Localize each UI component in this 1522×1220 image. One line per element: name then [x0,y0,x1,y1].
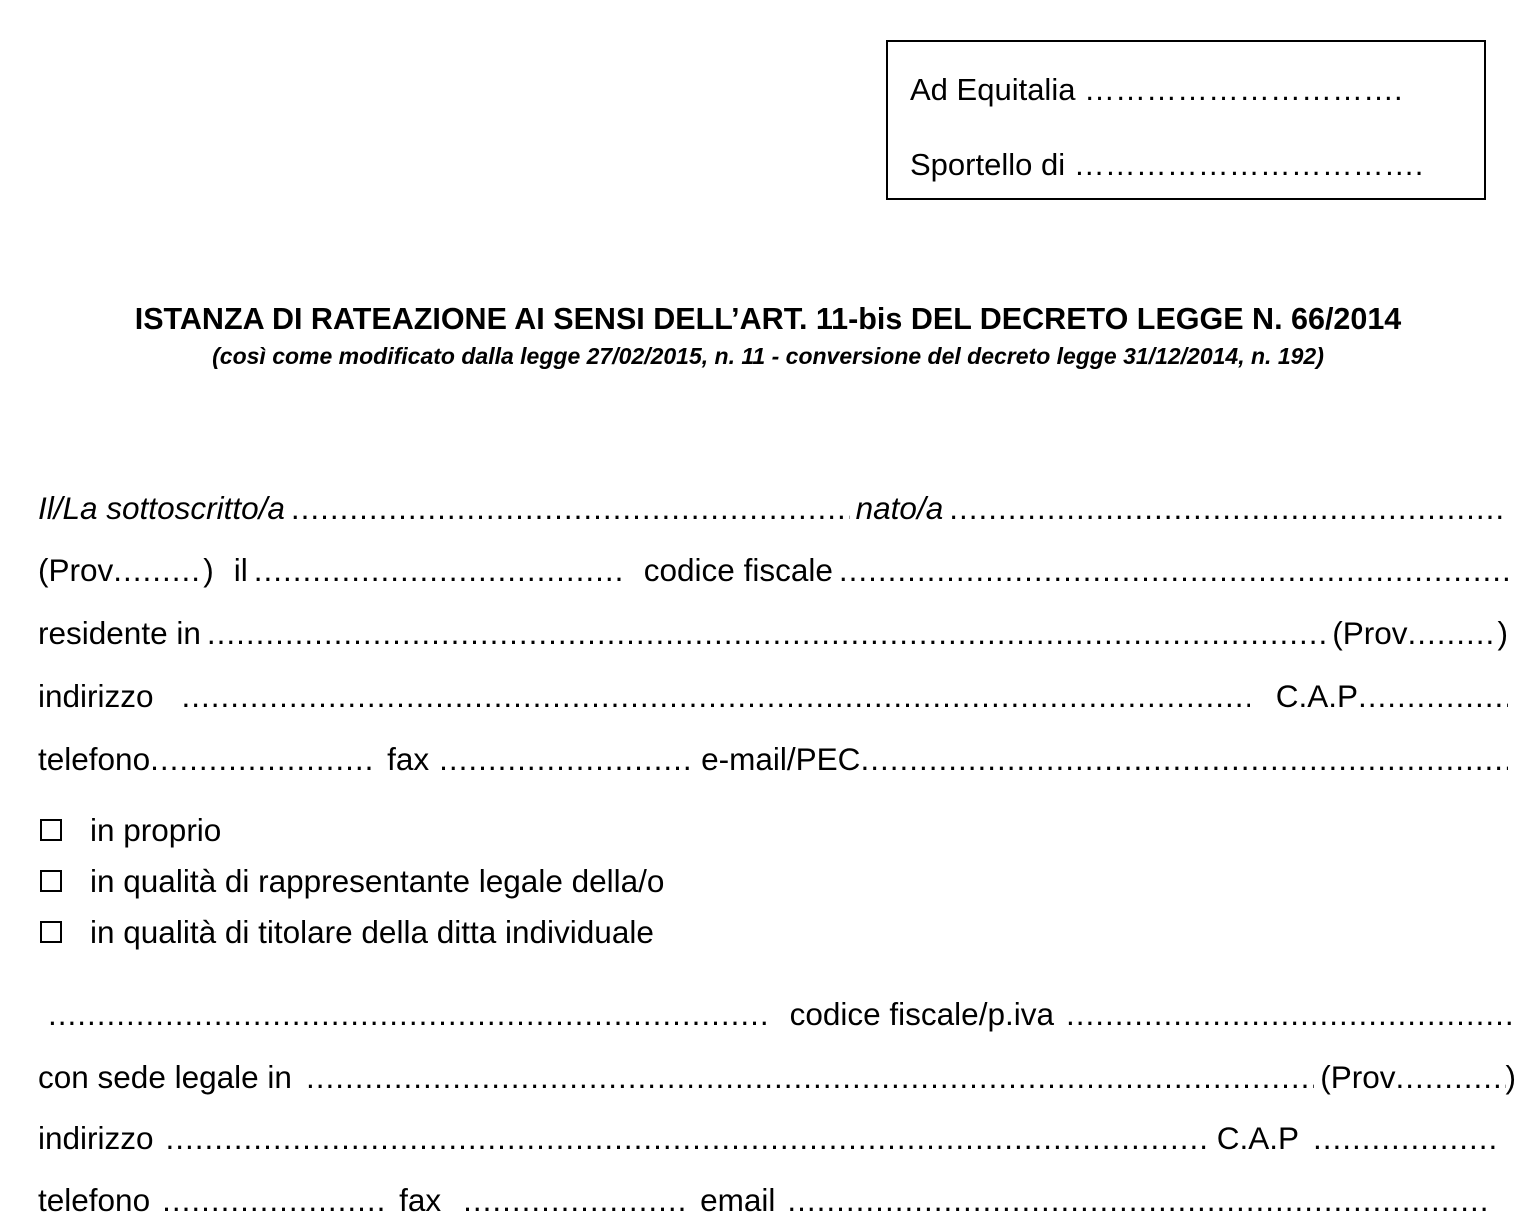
option-legal-representative[interactable] [40,861,664,901]
option-in-proprio[interactable] [40,810,221,850]
option-sole-proprietor[interactable] [40,912,654,952]
email-pec-field[interactable] [860,739,1508,779]
tax-code-label: codice fiscale [643,552,833,588]
legal-seat-prov-close: ) [1505,1059,1516,1095]
email-pec-label: e-mail/PEC [701,741,861,777]
company-name-field[interactable] [48,994,770,1034]
company-tax-vat-field[interactable] [1066,994,1516,1034]
residence-field[interactable] [207,613,1326,653]
company-email-label: email [700,1182,776,1218]
prov-open-label: (Prov [38,552,114,588]
birthplace-field[interactable] [949,488,1508,528]
fax-label: fax [387,741,430,777]
document-title: ISTANZA DI RATEAZIONE AI SENSI DELL’ART. 11-bis DEL DECRETO LEGGE N. 66/2014 [134,302,1402,336]
row-legal-seat [38,1057,1516,1097]
cap-label: C.A.P [1275,678,1358,714]
row-residence [38,613,1508,653]
option-label: in proprio [90,811,222,848]
row-company-address [38,1118,1498,1158]
company-address-field[interactable] [166,1118,1209,1158]
checkbox-in-proprio[interactable] [40,819,62,841]
residence-prov-close: ) [1497,615,1508,651]
row-contacts [38,739,1508,779]
phone-field[interactable] [150,739,375,779]
undersigned-field[interactable] [291,488,850,528]
recipient-equitalia[interactable]: Ad Equitalia …………………………. [910,72,1403,107]
cap-field[interactable] [1358,676,1508,716]
legal-seat-label: con sede legale in [38,1059,292,1095]
company-email-field[interactable] [787,1180,1490,1220]
document-subtitle: (così come modificato dalla legge 27/02/2015, n. 11 - conversione del decreto legge 31/12/2014, n. 192) [212,343,1324,369]
phone-label: telefono [38,741,151,777]
recipient-box [886,40,1486,200]
legal-seat-field[interactable] [306,1057,1314,1097]
option-label: in qualità di titolare della ditta individuale [90,913,654,950]
residence-prov-field[interactable] [1408,613,1498,653]
row-company-name [48,994,1516,1034]
company-fax-label: fax [399,1182,442,1218]
company-tax-vat-label: codice fiscale/p.iva [789,996,1054,1032]
birth-date-field[interactable] [254,550,624,590]
address-field[interactable] [182,676,1250,716]
company-phone-label: telefono [38,1182,151,1218]
checkbox-legal-representative[interactable] [40,870,62,892]
company-cap-field[interactable] [1313,1118,1498,1158]
tax-code-field[interactable] [839,550,1508,590]
row-undersigned [38,488,1508,528]
residence-label: residente in [38,615,201,651]
checkbox-sole-proprietor[interactable] [40,921,62,943]
row-birth-details [38,550,1508,590]
legal-seat-prov-field[interactable] [1396,1057,1506,1097]
company-fax-field[interactable] [463,1180,688,1220]
fax-field[interactable] [439,739,689,779]
row-address [38,676,1508,716]
company-address-label: indirizzo [38,1120,154,1156]
company-cap-label: C.A.P [1216,1120,1299,1156]
legal-seat-prov-open: (Prov [1320,1059,1396,1095]
date-label: il [233,552,248,588]
option-label: in qualità di rappresentante legale della/o [90,862,665,899]
row-company-contacts [38,1180,1490,1220]
birth-prov-field[interactable] [113,550,203,590]
address-label: indirizzo [38,678,154,714]
prov-close-label: ) [203,552,214,588]
recipient-office[interactable]: Sportello di ……………………………. [910,147,1424,182]
company-phone-field[interactable] [162,1180,387,1220]
residence-prov-open: (Prov [1332,615,1408,651]
undersigned-label: Il/La sottoscritto/a [38,490,285,526]
born-label: nato/a [855,490,944,526]
